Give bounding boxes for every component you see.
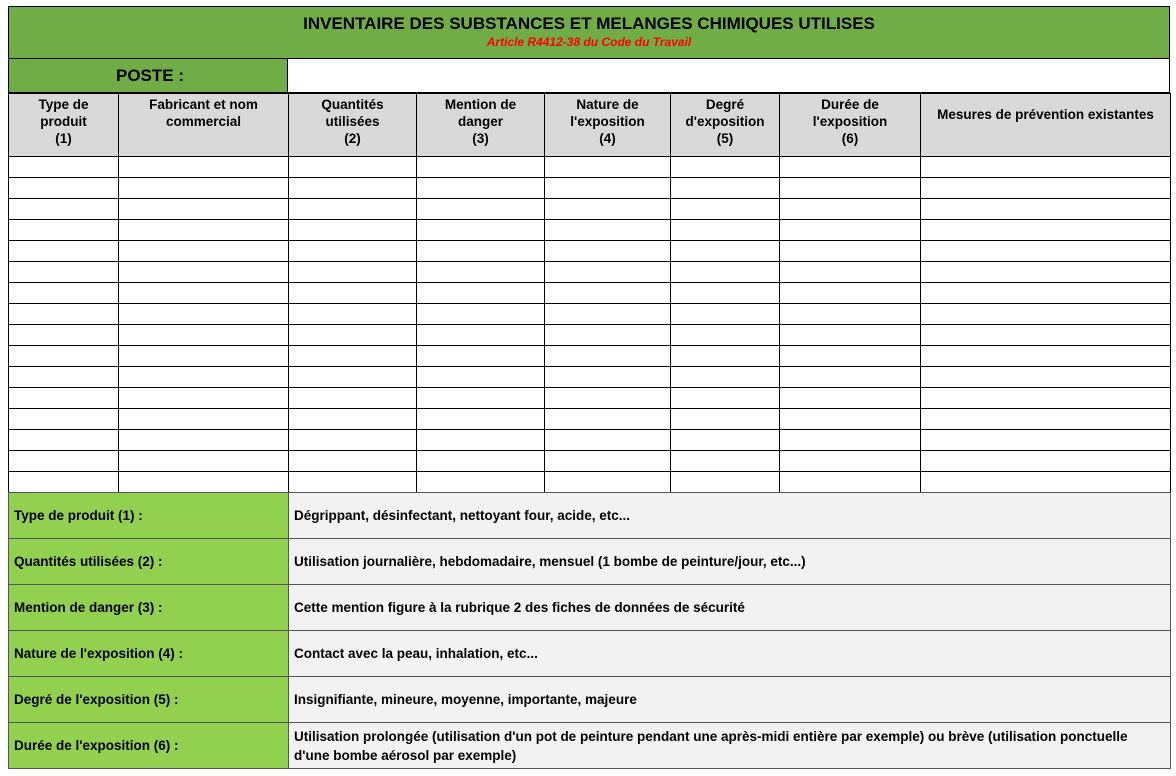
table-cell[interactable]: [921, 451, 1171, 472]
table-cell[interactable]: [417, 199, 545, 220]
table-cell[interactable]: [671, 220, 780, 241]
table-cell[interactable]: [545, 430, 671, 451]
table-cell[interactable]: [545, 283, 671, 304]
legend-value: Insignifiante, mineure, moyenne, importante, majeure: [289, 677, 1171, 723]
table-row: [9, 472, 1171, 493]
table-cell[interactable]: [9, 178, 119, 199]
table-cell[interactable]: [119, 325, 289, 346]
table-cell[interactable]: [545, 157, 671, 178]
table-cell[interactable]: [417, 262, 545, 283]
table-cell[interactable]: [119, 367, 289, 388]
table-cell[interactable]: [545, 262, 671, 283]
table-cell[interactable]: [671, 472, 780, 493]
legend-row: [9, 539, 1171, 585]
table-cell[interactable]: [780, 157, 921, 178]
table-cell[interactable]: [545, 472, 671, 493]
table-cell[interactable]: [921, 220, 1171, 241]
table-cell[interactable]: [545, 409, 671, 430]
table-cell[interactable]: [780, 241, 921, 262]
legend-value: Contact avec la peau, inhalation, etc...: [289, 631, 1171, 677]
table-cell[interactable]: [119, 388, 289, 409]
table-cell[interactable]: [780, 304, 921, 325]
table-cell[interactable]: [289, 388, 417, 409]
table-cell[interactable]: [417, 430, 545, 451]
poste-input[interactable]: [288, 59, 1170, 93]
table-cell[interactable]: [671, 367, 780, 388]
table-cell[interactable]: [780, 283, 921, 304]
table-cell[interactable]: [780, 262, 921, 283]
table-cell[interactable]: [417, 409, 545, 430]
table-row: [9, 157, 1171, 178]
legal-reference: Article R4412-38 du Code du Travail: [486, 35, 692, 49]
table-row: [9, 178, 1171, 199]
table-cell[interactable]: [921, 199, 1171, 220]
header-mesures-prevention: Mesures de prévention existantes: [921, 94, 1171, 157]
table-cell[interactable]: [921, 304, 1171, 325]
table-cell[interactable]: [921, 178, 1171, 199]
sheet-title: INVENTAIRE DES SUBSTANCES ET MELANGES CHIMIQUES UTILISES: [303, 14, 875, 33]
table-cell[interactable]: [921, 283, 1171, 304]
table-row: [9, 430, 1171, 451]
table-cell[interactable]: [289, 346, 417, 367]
legend-key: Mention de danger (3) :: [9, 585, 289, 631]
table-row: [9, 304, 1171, 325]
table-cell[interactable]: [780, 451, 921, 472]
table-cell[interactable]: [780, 325, 921, 346]
table-cell[interactable]: [921, 388, 1171, 409]
table-header-row: [9, 94, 1171, 157]
header-nature-exposition: Nature de l'exposition (4): [545, 94, 671, 157]
table-cell[interactable]: [780, 409, 921, 430]
table-cell[interactable]: [545, 388, 671, 409]
table-cell[interactable]: [119, 409, 289, 430]
table-cell[interactable]: [289, 157, 417, 178]
table-cell[interactable]: [417, 283, 545, 304]
legend-row: [9, 493, 1171, 539]
table-row: [9, 451, 1171, 472]
title-band: [8, 6, 1170, 59]
table-cell[interactable]: [289, 199, 417, 220]
table-cell[interactable]: [9, 472, 119, 493]
table-cell[interactable]: [671, 283, 780, 304]
table-cell[interactable]: [671, 304, 780, 325]
table-cell[interactable]: [921, 325, 1171, 346]
table-cell[interactable]: [289, 430, 417, 451]
header-duree-exposition: Durée de l'exposition (6): [780, 94, 921, 157]
table-cell[interactable]: [545, 241, 671, 262]
table-cell[interactable]: [671, 241, 780, 262]
legend-key: Nature de l'exposition (4) :: [9, 631, 289, 677]
table-cell[interactable]: [671, 262, 780, 283]
table-cell[interactable]: [921, 472, 1171, 493]
table-cell[interactable]: [671, 430, 780, 451]
table-row: [9, 220, 1171, 241]
table-cell[interactable]: [119, 451, 289, 472]
table-cell[interactable]: [9, 262, 119, 283]
table-cell[interactable]: [417, 178, 545, 199]
legend-key: Type de produit (1) :: [9, 493, 289, 539]
table-cell[interactable]: [545, 178, 671, 199]
table-cell[interactable]: [417, 451, 545, 472]
table-cell[interactable]: [9, 388, 119, 409]
table-cell[interactable]: [545, 199, 671, 220]
table-cell[interactable]: [119, 199, 289, 220]
table-cell[interactable]: [417, 157, 545, 178]
table-cell[interactable]: [921, 157, 1171, 178]
table-cell[interactable]: [9, 451, 119, 472]
table-cell[interactable]: [289, 262, 417, 283]
table-cell[interactable]: [417, 346, 545, 367]
table-cell[interactable]: [9, 199, 119, 220]
table-row: [9, 367, 1171, 388]
table-cell[interactable]: [417, 325, 545, 346]
table-cell[interactable]: [417, 304, 545, 325]
legend-table: [8, 492, 1171, 769]
header-fabricant: Fabricant et nom commercial: [119, 94, 289, 157]
table-cell[interactable]: [545, 367, 671, 388]
table-cell[interactable]: [417, 388, 545, 409]
table-cell[interactable]: [119, 430, 289, 451]
header-degre-exposition: Degré d'exposition (5): [671, 94, 780, 157]
table-cell[interactable]: [119, 283, 289, 304]
table-cell[interactable]: [9, 241, 119, 262]
table-row: [9, 409, 1171, 430]
table-cell[interactable]: [780, 388, 921, 409]
poste-label: POSTE :: [8, 59, 288, 93]
table-cell[interactable]: [671, 388, 780, 409]
table-cell[interactable]: [9, 304, 119, 325]
table-cell[interactable]: [289, 241, 417, 262]
inventory-table: [8, 93, 1171, 493]
table-cell[interactable]: [671, 199, 780, 220]
table-row: [9, 199, 1171, 220]
table-cell[interactable]: [289, 178, 417, 199]
legend-value: Cette mention figure à la rubrique 2 des fiches de données de sécurité: [289, 585, 1171, 631]
table-row: [9, 262, 1171, 283]
table-cell[interactable]: [9, 157, 119, 178]
table-cell[interactable]: [921, 367, 1171, 388]
table-row: [9, 283, 1171, 304]
legend-value: Utilisation journalière, hebdomadaire, mensuel (1 bombe de peinture/jour, etc...): [289, 539, 1171, 585]
table-cell[interactable]: [417, 367, 545, 388]
table-cell[interactable]: [417, 241, 545, 262]
table-cell[interactable]: [9, 430, 119, 451]
table-cell[interactable]: [9, 367, 119, 388]
table-cell[interactable]: [671, 409, 780, 430]
table-cell[interactable]: [119, 178, 289, 199]
table-cell[interactable]: [119, 220, 289, 241]
table-cell[interactable]: [119, 241, 289, 262]
table-cell[interactable]: [9, 409, 119, 430]
table-cell[interactable]: [780, 472, 921, 493]
table-cell[interactable]: [671, 157, 780, 178]
legend-row: [9, 585, 1171, 631]
table-cell[interactable]: [780, 430, 921, 451]
table-cell[interactable]: [9, 220, 119, 241]
table-row: [9, 325, 1171, 346]
legend-key: Durée de l'exposition (6) :: [9, 723, 289, 769]
table-cell[interactable]: [289, 409, 417, 430]
table-cell[interactable]: [289, 220, 417, 241]
legend-value: Utilisation prolongée (utilisation d'un pot de peinture pendant une après-midi entière par exemple) ou brève (utilisation ponctuelle d'une bombe aérosol par exemple): [289, 723, 1171, 769]
table-cell[interactable]: [671, 451, 780, 472]
table-cell[interactable]: [119, 262, 289, 283]
table-cell[interactable]: [780, 199, 921, 220]
table-cell[interactable]: [289, 304, 417, 325]
table-cell[interactable]: [417, 220, 545, 241]
table-cell[interactable]: [119, 157, 289, 178]
table-cell[interactable]: [9, 346, 119, 367]
table-cell[interactable]: [921, 430, 1171, 451]
table-cell[interactable]: [289, 325, 417, 346]
table-cell[interactable]: [921, 409, 1171, 430]
table-cell[interactable]: [289, 451, 417, 472]
table-cell[interactable]: [780, 178, 921, 199]
table-row: [9, 388, 1171, 409]
table-cell[interactable]: [119, 304, 289, 325]
table-cell[interactable]: [545, 346, 671, 367]
table-cell[interactable]: [9, 283, 119, 304]
table-cell[interactable]: [417, 472, 545, 493]
table-cell[interactable]: [921, 346, 1171, 367]
header-mention-danger: Mention de danger (3): [417, 94, 545, 157]
table-cell[interactable]: [545, 325, 671, 346]
header-quantites: Quantités utilisées (2): [289, 94, 417, 157]
legend-key: Quantités utilisées (2) :: [9, 539, 289, 585]
legend-value: Dégrippant, désinfectant, nettoyant four, acide, etc...: [289, 493, 1171, 539]
table-cell[interactable]: [921, 262, 1171, 283]
table-cell[interactable]: [119, 472, 289, 493]
table-cell[interactable]: [545, 220, 671, 241]
table-cell[interactable]: [780, 367, 921, 388]
legend-key: Degré de l'exposition (5) :: [9, 677, 289, 723]
table-cell[interactable]: [545, 304, 671, 325]
legend-row: [9, 723, 1171, 769]
table-cell[interactable]: [780, 220, 921, 241]
table-row: [9, 241, 1171, 262]
table-cell[interactable]: [289, 367, 417, 388]
inventory-table-body: [9, 157, 1171, 493]
table-cell[interactable]: [9, 325, 119, 346]
table-cell[interactable]: [921, 241, 1171, 262]
header-type-produit: Type de produit (1): [9, 94, 119, 157]
table-cell[interactable]: [671, 325, 780, 346]
table-cell[interactable]: [671, 346, 780, 367]
table-cell[interactable]: [545, 451, 671, 472]
table-cell[interactable]: [671, 178, 780, 199]
table-cell[interactable]: [289, 283, 417, 304]
table-row: [9, 346, 1171, 367]
table-cell[interactable]: [289, 472, 417, 493]
table-cell[interactable]: [119, 346, 289, 367]
legend-row: [9, 631, 1171, 677]
table-cell[interactable]: [780, 346, 921, 367]
legend-row: [9, 677, 1171, 723]
